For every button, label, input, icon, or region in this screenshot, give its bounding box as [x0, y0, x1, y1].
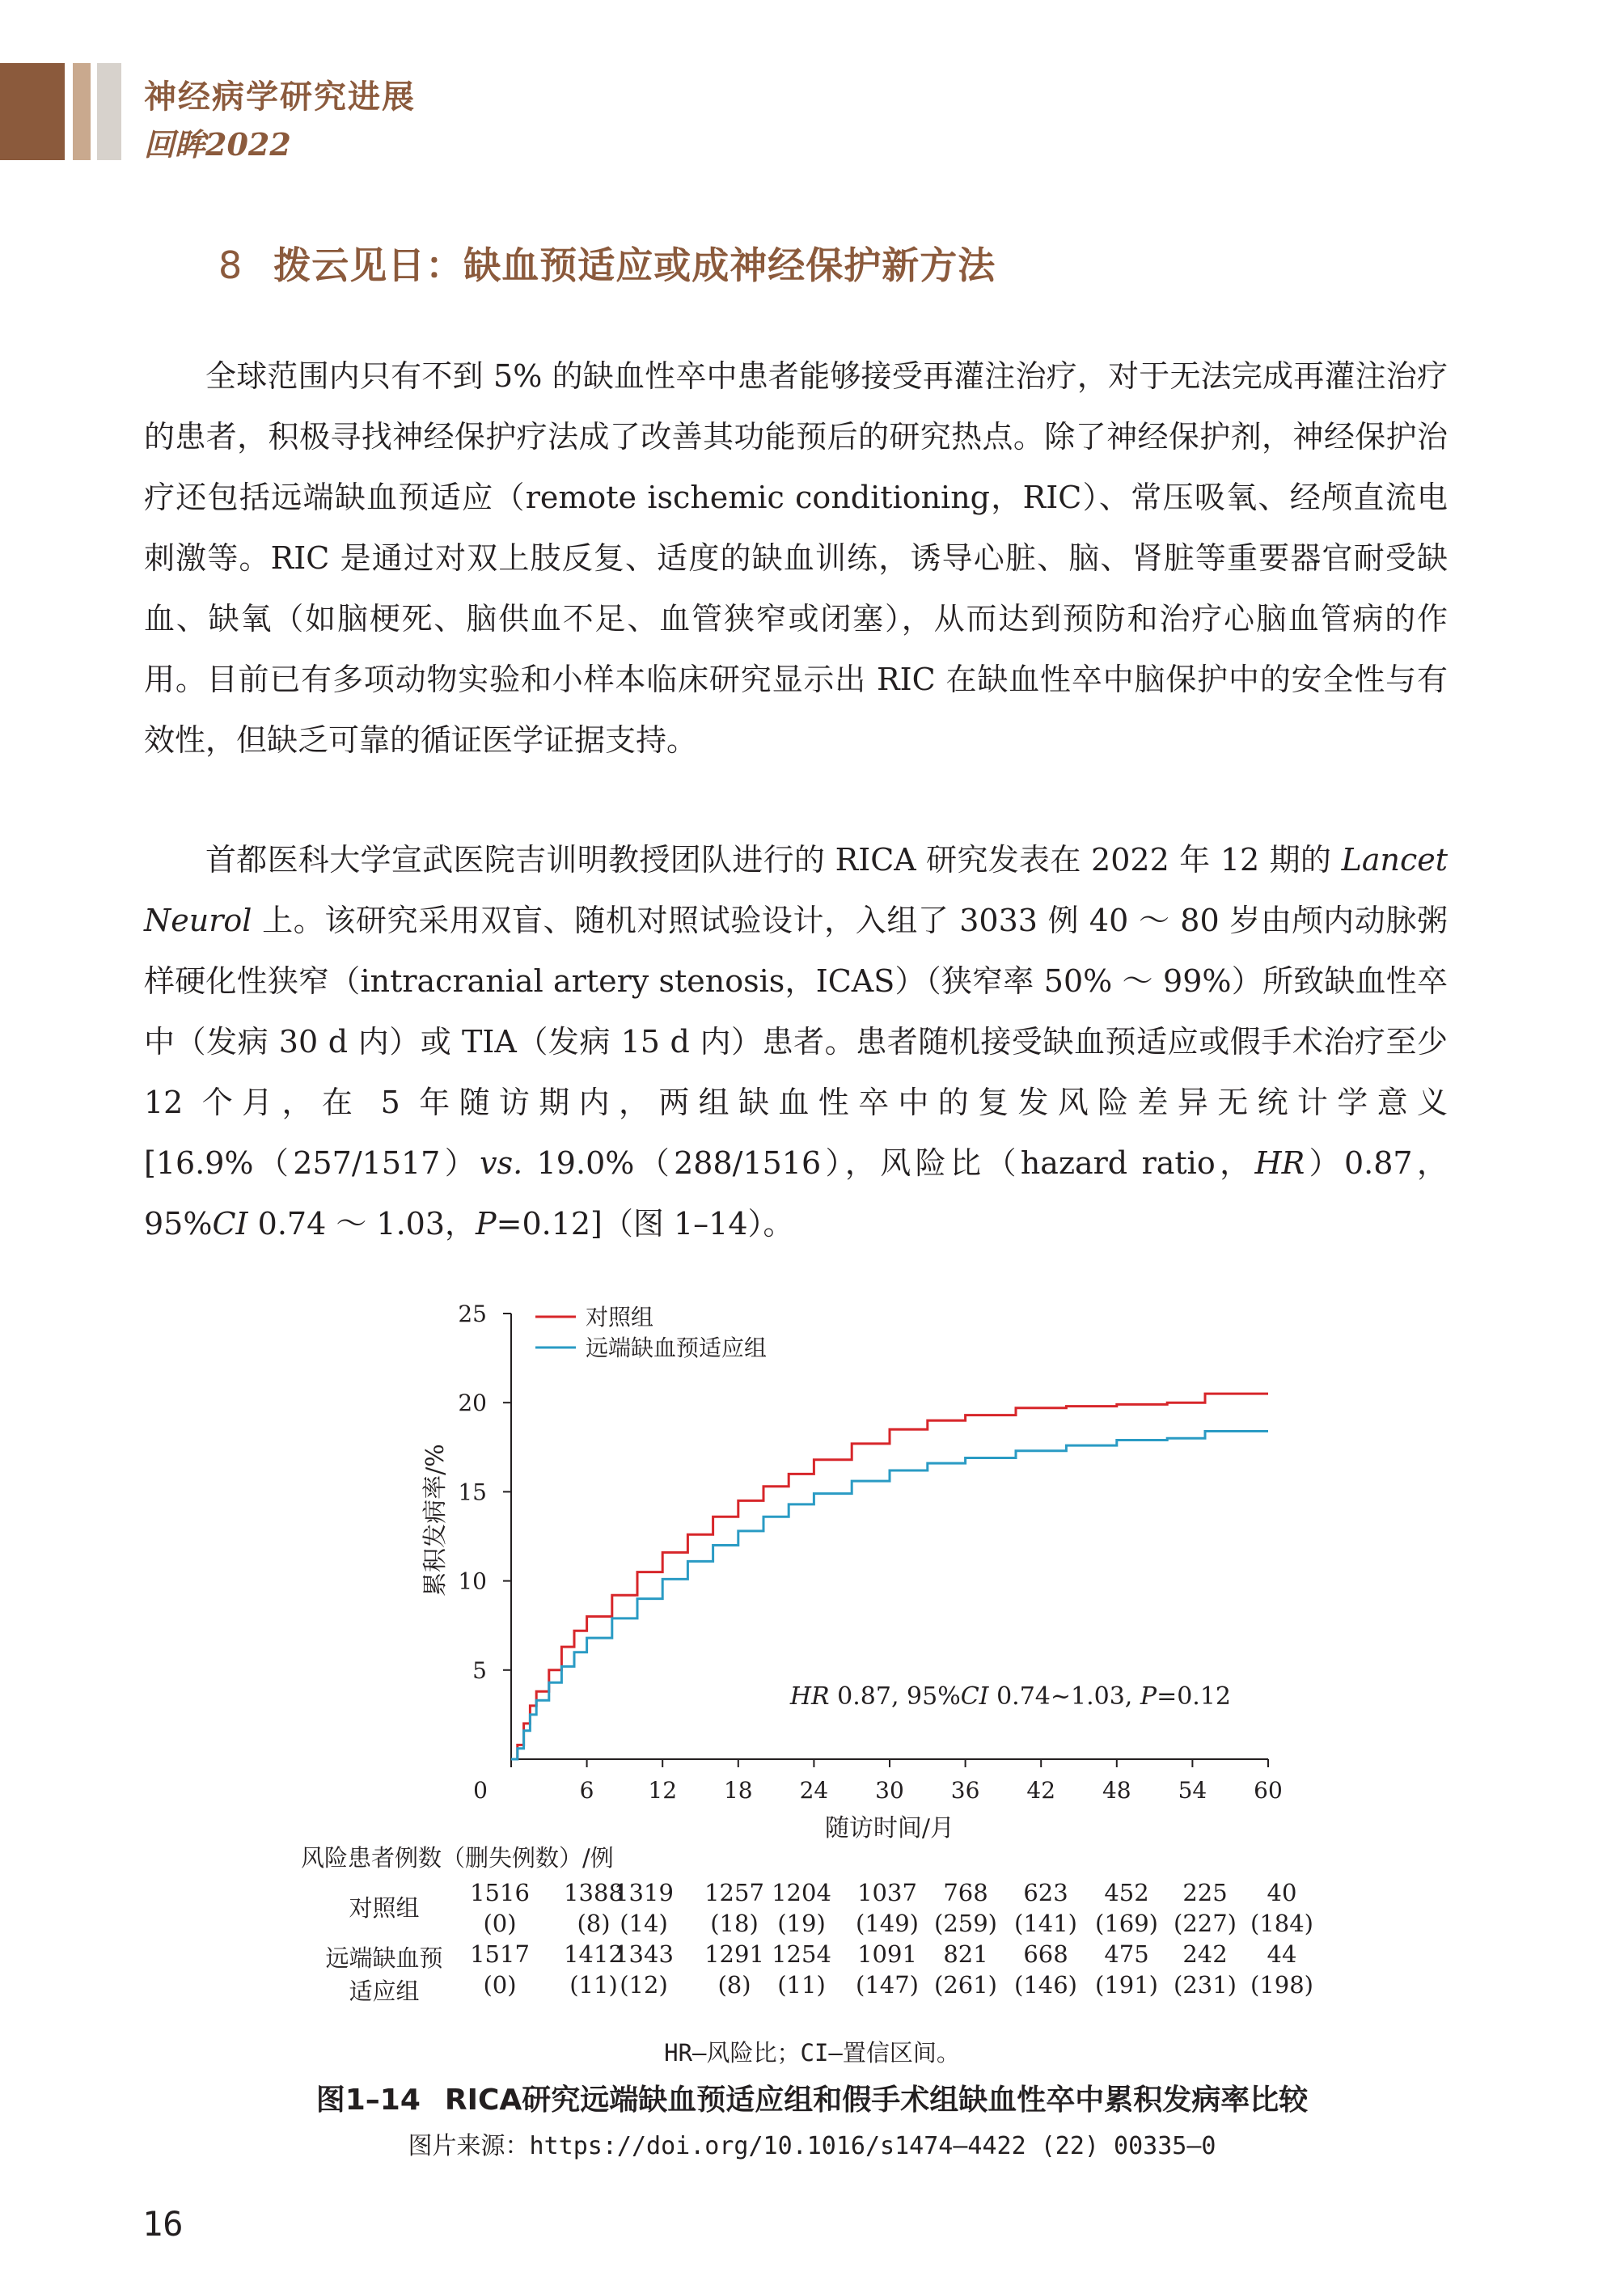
censored-count-cell: (147) [856, 1971, 919, 1999]
y-tick-label: 20 [458, 1390, 487, 1417]
journal-name: Lancet Neurol [144, 842, 1448, 938]
risk-count-cell: 1257 [704, 1879, 764, 1906]
risk-count-cell: 452 [1104, 1879, 1149, 1906]
censored-count-cell: (231) [1174, 1971, 1237, 1999]
paragraph-text [144, 830, 1448, 1254]
risk-group-label: 对照组 [349, 1894, 420, 1922]
figure-number: 图1–14 [315, 2084, 421, 2117]
risk-count-cell: 668 [1023, 1940, 1068, 1968]
hr-text: HR [1254, 1145, 1305, 1181]
risk-count-cell: 1516 [470, 1879, 530, 1906]
risk-count-cell: 1388 [564, 1879, 624, 1906]
y-tick-label: 10 [458, 1567, 487, 1595]
text-run: 上。该研究采用双盲、随机对照试验设计，入组了 3033 例 40 ～ 80 岁由颅内动脉粥样硬化性狭窄（intracranial artery stenosis，ICAS）（狭窄率 50% ～ 99%）所致缺血性卒中（发病 30 d 内）或 TIA（发病 15 d 内）患者。患者随机接受缺血预适应或假手术治疗至少 12 个月，在 5 年随访期内，两组缺血性卒中的复发风险差异无统计学意义 [16.9%（257/1517） [144, 903, 1448, 1181]
censored-count-cell: (259) [934, 1910, 997, 1937]
figure-caption [0, 2077, 1624, 2118]
risk-count-cell: 821 [943, 1940, 988, 1968]
risk-count-cell: 1254 [772, 1940, 831, 1968]
censored-count-cell: (261) [934, 1971, 997, 1999]
legend-label: 对照组 [586, 1304, 654, 1331]
x-tick-label: 6 [579, 1777, 594, 1804]
vs-text: vs. [480, 1145, 523, 1181]
risk-count-cell: 1319 [614, 1879, 674, 1906]
risk-count-cell: 1412 [564, 1940, 624, 1968]
x-tick-label: 42 [1026, 1777, 1056, 1804]
chart-labels [421, 1301, 1283, 1842]
y-axis-label: 累积发病率/% [421, 1444, 450, 1597]
y-tick-label: 5 [472, 1656, 487, 1684]
text-run: =0.12]（图 1–14）。 [496, 1206, 794, 1242]
risk-count-cell: 768 [943, 1879, 988, 1906]
risk-table-title: 风险患者例数（删失例数）/例 [301, 1844, 614, 1872]
risk-count-cell: 242 [1182, 1940, 1228, 1968]
censored-count-cell: (8) [717, 1971, 751, 1999]
text-run: 首都医科大学宣武医院吉训明教授团队进行的 RICA 研究发表在 2022 年 12 期的 [205, 842, 1342, 878]
legend-label: 远端缺血预适应组 [586, 1335, 768, 1361]
censored-count-cell: (12) [620, 1971, 668, 1999]
running-title: 神经病学研究进展 [144, 78, 416, 116]
body-paragraph-2 [144, 830, 1448, 1254]
censored-count-cell: (141) [1014, 1910, 1077, 1937]
risk-count-cell: 1343 [614, 1940, 674, 1968]
risk-count-cell: 475 [1104, 1940, 1149, 1968]
risk-group-label: 远端缺血预 适应组 [325, 1944, 443, 2005]
section-heading [218, 236, 996, 290]
figure-note: HR—风险比；CI—置信区间。 [664, 2039, 960, 2067]
x-tick-label: 0 [473, 1777, 488, 1804]
risk-count-cell: 44 [1267, 1940, 1297, 1968]
paragraph-text: 全球范围内只有不到 5% 的缺血性卒中患者能够接受再灌注治疗，对于无法完成再灌注治疗的患者，积极寻找神经保护疗法成了改善其功能预后的研究热点。除了神经保护剂，神经保护治疗还包括远端缺血预适应（remote ischemic conditioning，RIC）、常压吸氧、经颅直流电刺激等。RIC 是通过对双上肢反复、适度的缺血训练，诱导心脏、脑、肾脏等重要器官耐受缺血、缺氧（如脑梗死、脑供血不足、血管狭窄或闭塞），从而达到预防和治疗心脑血管病的作用。目前已有多项动物实验和小样本临床研究显示出 RIC 在缺血性卒中脑保护中的安全性与有效性，但缺乏可靠的循证医学证据支持。 [144, 358, 1448, 758]
risk-count-cell: 1291 [704, 1940, 764, 1968]
x-tick-label: 54 [1178, 1777, 1207, 1804]
x-axis-label: 随访时间/月 [824, 1814, 955, 1842]
censored-count-cell: (184) [1250, 1910, 1313, 1937]
chart-annotation: HR 0.87, 95%CI 0.74~1.03, P=0.12 [789, 1682, 1231, 1711]
risk-count-cell: 1091 [857, 1940, 917, 1968]
censored-count-cell: (227) [1174, 1910, 1237, 1937]
x-tick-label: 18 [723, 1777, 753, 1804]
ci-text: CI [212, 1206, 248, 1242]
header-tan-bar [73, 63, 91, 160]
censored-count-cell: (169) [1095, 1910, 1158, 1937]
risk-count-cell: 225 [1182, 1879, 1228, 1906]
censored-count-cell: (0) [483, 1910, 517, 1937]
risk-count-cell: 1517 [470, 1940, 530, 1968]
y-tick-label: 15 [458, 1479, 487, 1506]
censored-count-cell: (191) [1095, 1971, 1158, 1999]
running-subtitle: 回眸2022 [144, 126, 291, 163]
risk-count-cell: 40 [1267, 1879, 1297, 1906]
kaplan-meier-chart [404, 1286, 1310, 1844]
header-brown-bar [0, 63, 65, 160]
figure-source: 图片来源：https://doi.org/10.1016/s1474–4422 (22) 00335–0 [408, 2132, 1216, 2160]
text-run: ）0.87，95% [144, 1145, 1448, 1242]
body-paragraph-1 [144, 346, 1448, 771]
page-number: 16 [142, 2204, 184, 2244]
text-run: 19.0%（288/1516），风险比（hazard ratio， [522, 1145, 1255, 1181]
risk-count-cell: 1037 [857, 1879, 917, 1906]
risk-count-cell: 623 [1023, 1879, 1068, 1906]
header-grey-bar [97, 63, 121, 160]
x-tick-label: 24 [799, 1777, 829, 1804]
section-title: 拨云见日：缺血预适应或成神经保护新方法 [273, 243, 996, 287]
text-run: 0.74 ～ 1.03， [247, 1206, 476, 1242]
risk-count-cell: 1204 [772, 1879, 831, 1906]
x-tick-label: 48 [1102, 1777, 1131, 1804]
censored-count-cell: (19) [777, 1910, 826, 1937]
x-tick-label: 12 [648, 1777, 678, 1804]
censored-count-cell: (0) [483, 1971, 517, 1999]
x-tick-label: 36 [950, 1777, 980, 1804]
censored-count-cell: (149) [856, 1910, 919, 1937]
y-tick-label: 25 [458, 1301, 487, 1327]
censored-count-cell: (11) [777, 1971, 826, 1999]
censored-count-cell: (11) [569, 1971, 618, 1999]
x-tick-label: 60 [1254, 1777, 1283, 1804]
x-tick-label: 30 [875, 1777, 904, 1804]
figure-caption-text: RICA研究远端缺血预适应组和假手术组缺血性卒中累积发病率比较 [444, 2084, 1309, 2117]
censored-count-cell: (198) [1250, 1971, 1313, 1999]
section-number: 8 [218, 243, 243, 287]
censored-count-cell: (146) [1014, 1971, 1077, 1999]
p-text: P [476, 1206, 497, 1242]
censored-count-cell: (8) [577, 1910, 611, 1937]
censored-count-cell: (18) [710, 1910, 759, 1937]
censored-count-cell: (14) [620, 1910, 668, 1937]
